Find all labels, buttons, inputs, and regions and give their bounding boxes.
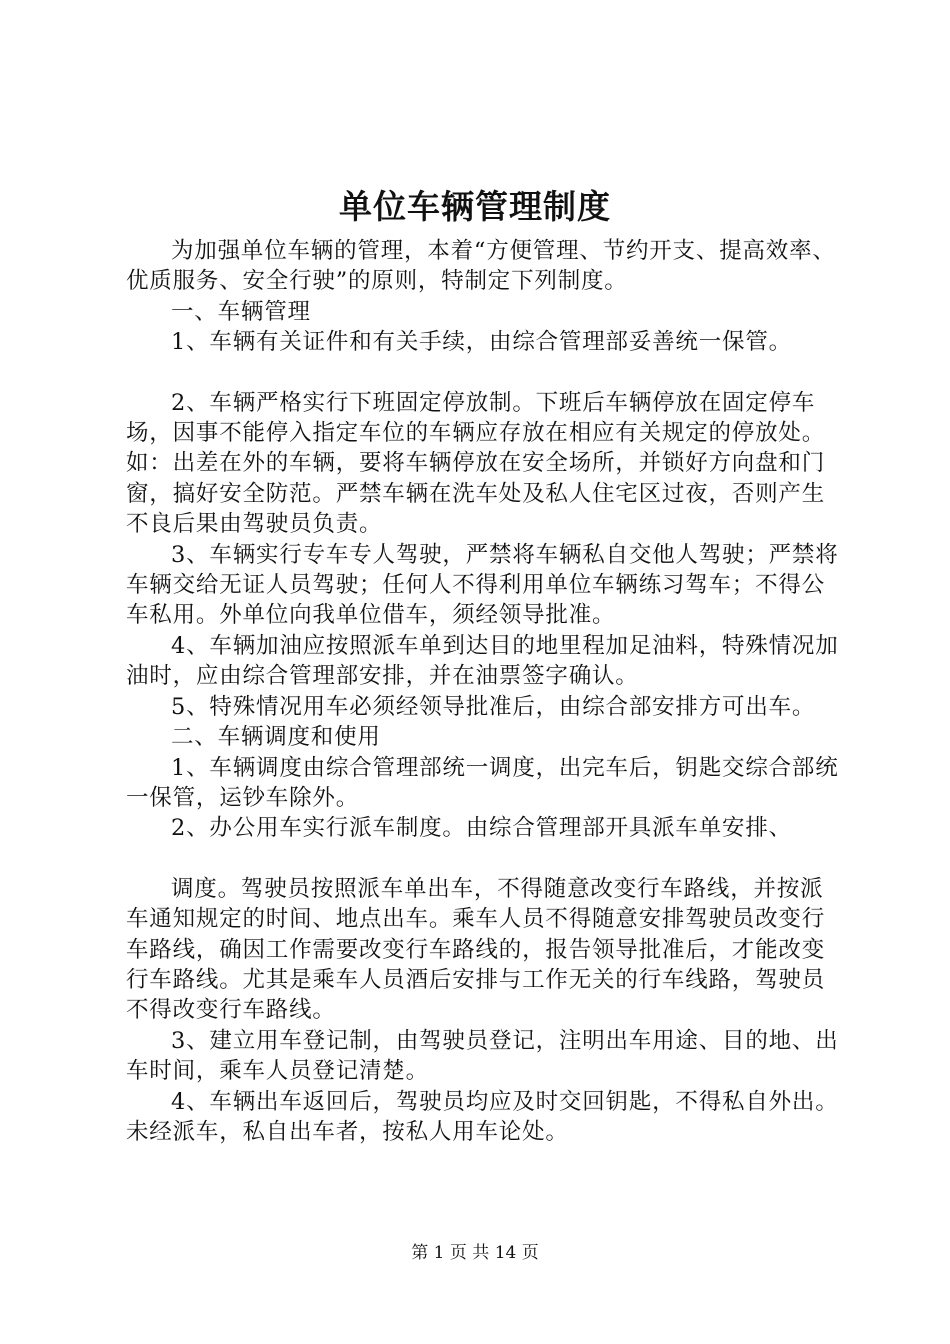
intro-paragraph: 为加强单位车辆的管理，本着“方便管理、节约开支、提高效率、优质服务、安全行驶”的原则，特制定下列制度。 [126,238,836,295]
document-body [126,236,842,1147]
paragraph-key-return: 4、车辆出车返回后，驾驶员均应及时交回钥匙，不得私自外出。未经派车，私自出车者，按私人用车论处。 [126,1088,839,1145]
page-footer: 第 1 页 共 14 页 [411,1243,539,1263]
document-title: 单位车辆管理制度 [339,187,611,226]
paragraph-special-use: 5、特殊情况用车必须经领导批准后，由综合部安排方可出车。 [171,693,816,720]
paragraph-dispatch-order: 2、办公用车实行派车制度。由综合管理部开具派车单安排、 [171,815,792,842]
paragraph-route-rules: 调度。驾驶员按照派车单出车，不得随意改变行车路线，并按派车通知规定的时间、地点出车。乘车人员不得随意安排驾驶员改变行车路线，确因工作需要改变行车路线的，报告领导批准后，才能改变行车路线。尤其是乘车人员酒后安排与工作无关的行车线路，驾驶员不得改变行车路线。 [126,875,826,1024]
paragraph-dispatch: 1、车辆调度由综合管理部统一调度，出完车后，钥匙交综合部统一保管，运钞车除外。 [126,754,839,811]
paragraph-dedicated-driver: 3、车辆实行专车专人驾驶，严禁将车辆私自交他人驾驶；严禁将车辆交给无证人员驾驶；任何人不得利用单位车辆练习驾车；不得公车私用。外单位向我单位借车，须经领导批准。 [126,541,839,629]
paragraph-refueling: 4、车辆加油应按照派车单到达目的地里程加足油料，特殊情况加油时，应由综合管理部安排，并在油票签字确认。 [126,632,839,690]
section-heading-vehicle-management: 一、车辆管理 [171,298,311,325]
paragraph-usage-registration: 3、建立用车登记制，由驾驶员登记，注明出车用途、目的地、出车时间，乘车人员登记清楚。 [126,1027,839,1085]
section-heading-dispatch-and-use: 二、车辆调度和使用 [171,724,381,751]
paragraph-documents-custody: 1、车辆有关证件和有关手续，由综合管理部妥善统一保管。 [171,329,792,356]
paragraph-parking-rules: 2、车辆严格实行下班固定停放制。下班后车辆停放在固定停车场，因事不能停入指定车位的车辆应存放在相应有关规定的停放处。如：出差在外的车辆，要将车辆停放在安全场所，并锁好方向盘和门窗，搞好安全防范。严禁车辆在洗车处及私人住宅区过夜，否则产生不良后果由驾驶员负责。 [126,389,826,538]
